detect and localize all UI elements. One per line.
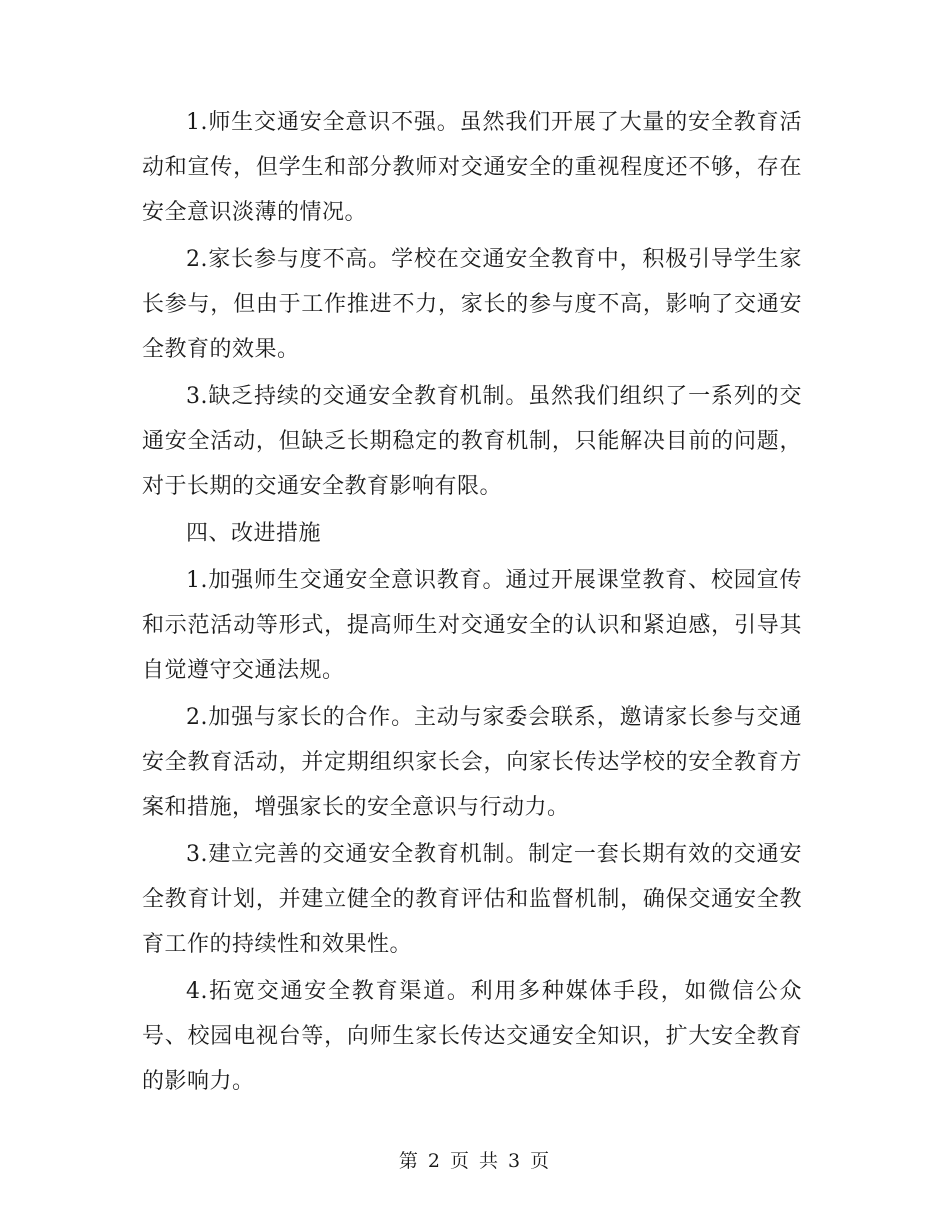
problem-paragraph-3: 3.缺乏持续的交通安全教育机制。虽然我们组织了一系列的交通安全活动，但缺乏长期稳定的教育机制，只能解决目前的问题，对于长期的交通安全教育影响有限。 [142,384,802,499]
measure-paragraph-1: 1.加强师生交通安全意识教育。通过开展课堂教育、校园宣传和示范活动等形式，提高师生对交通安全的认识和紧迫感，引导其自觉遵守交通法规。 [142,568,802,683]
measure-paragraph-4: 4.拓宽交通安全教育渠道。利用多种媒体手段，如微信公众号、校园电视台等，向师生家长传达交通安全知识，扩大安全教育的影响力。 [142,979,802,1094]
document-body [142,100,802,1106]
page-number-footer: 第 2 页 共 3 页 [398,1150,552,1172]
problem-paragraph-1: 1.师生交通安全意识不强。虽然我们开展了大量的安全教育活动和宣传，但学生和部分教师对交通安全的重视程度还不够，存在安全意识淡薄的情况。 [142,110,802,225]
measure-paragraph-3: 3.建立完善的交通安全教育机制。制定一套长期有效的交通安全教育计划，并建立健全的教育评估和监督机制，确保交通安全教育工作的持续性和效果性。 [142,842,802,957]
measure-paragraph-2: 2.加强与家长的合作。主动与家委会联系，邀请家长参与交通安全教育活动，并定期组织家长会，向家长传达学校的安全教育方案和措施，增强家长的安全意识与行动力。 [142,705,802,820]
section-heading: 四、改进措施 [186,521,322,546]
problem-paragraph-2: 2.家长参与度不高。学校在交通安全教育中，积极引导学生家长参与，但由于工作推进不力，家长的参与度不高，影响了交通安全教育的效果。 [142,247,802,362]
